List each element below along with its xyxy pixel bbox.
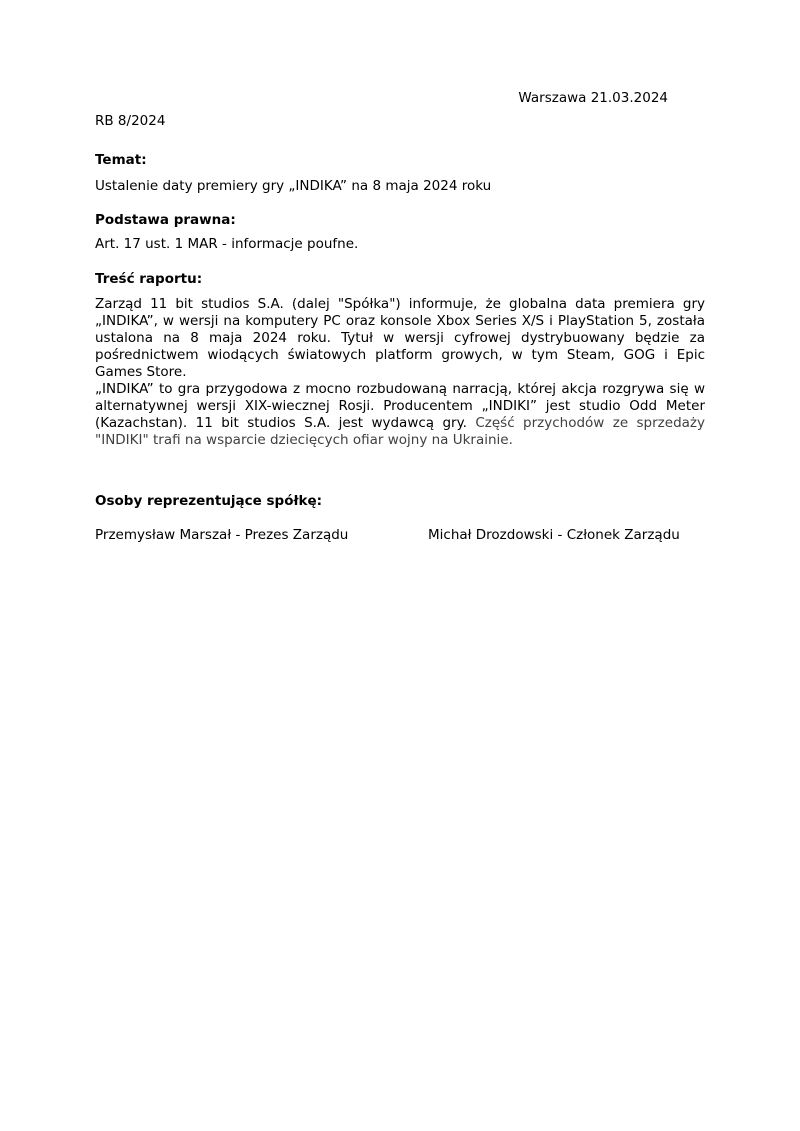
podstawa-prawna-content: Art. 17 ust. 1 MAR - informacje poufne.	[95, 236, 359, 252]
signature-person-1: Przemysław Marszał - Prezes Zarządu	[95, 527, 349, 543]
signature-person-2: Michał Drozdowski - Członek Zarządu	[428, 527, 680, 543]
report-paragraph-1: Zarząd 11 bit studios S.A. (dalej "Spółka") informuje, że globalna data premiera gry „INDIKA”, w wersji na komputery PC oraz konsole Xbox Series X/S i PlayStation 5, została ustalona na 8 maja 2024 roku. Tytuł w wersji cyfrowej dystrybuowany będzie za pośrednictwem wiodących światowych platform growych, w tym Steam, GOG i Epic Games Store.	[95, 296, 705, 380]
osoby-heading: Osoby reprezentujące spółkę:	[95, 493, 323, 509]
city-date: Warszawa 21.03.2024	[518, 90, 668, 106]
signature-row	[95, 527, 705, 544]
report-paragraph-2	[95, 381, 705, 449]
temat-content: Ustalenie daty premiery gry „INDIKA” na 8 maja 2024 roku	[95, 178, 492, 194]
report-paragraph-2-black: „INDIKA” to gra przygodowa z mocno rozbudowaną narracją, której akcja rozgrywa się w alternatywnej wersji XIX-wiecznej Rosji. Producentem „INDIKI” jest studio Odd Meter (Kazachstan). 11 bit studios S.A. jest wydawcą gry.	[95, 381, 705, 431]
temat-heading: Temat:	[95, 152, 147, 168]
tresc-raportu-heading: Treść raportu:	[95, 271, 203, 287]
podstawa-prawna-heading: Podstawa prawna:	[95, 212, 236, 228]
report-number: RB 8/2024	[95, 113, 166, 129]
report-body	[95, 296, 705, 449]
report-paragraph-2-gray: Część przychodów ze sprzedaży "INDIKI" trafi na wsparcie dziecięcych ofiar wojny na Ukrainie.	[95, 415, 705, 448]
